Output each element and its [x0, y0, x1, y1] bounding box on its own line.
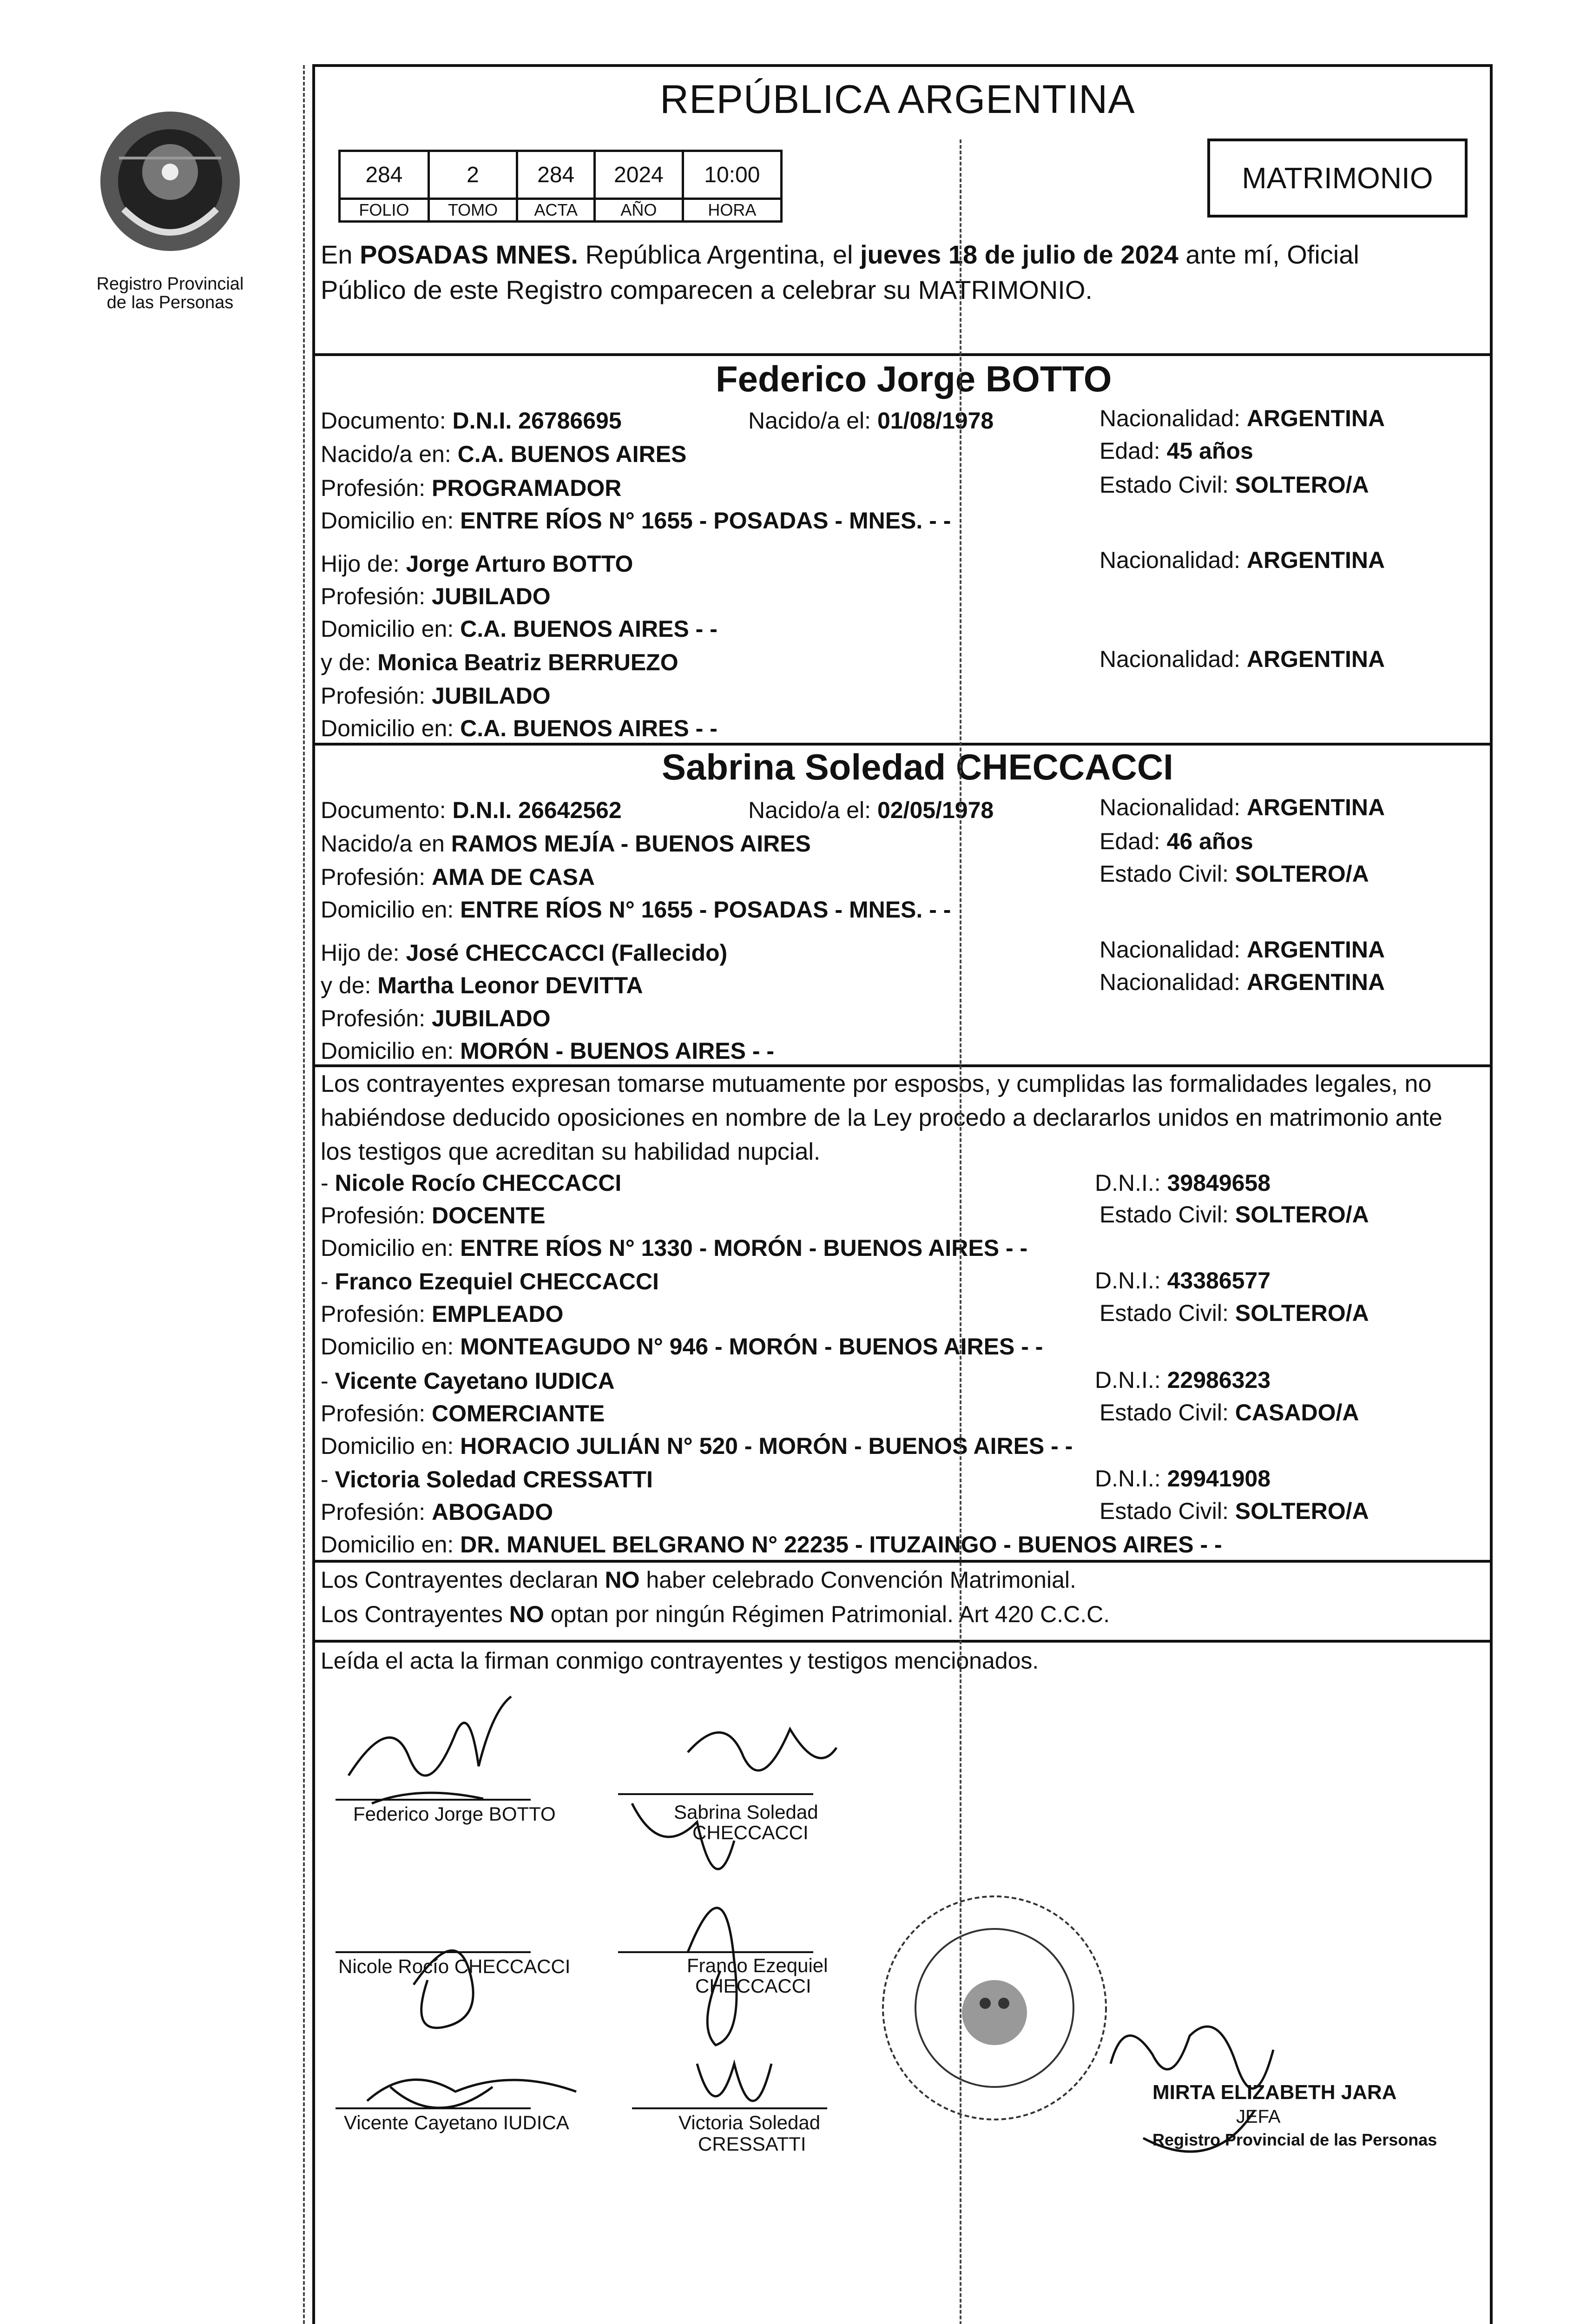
groom-civil: Estado Civil: SOLTERO/A: [1099, 472, 1369, 498]
closing-text: Leída el acta la firman conmigo contrayentes y testigos mencionados.: [321, 1648, 1039, 1674]
bride-mother: y de: Martha Leonor DEVITTA: [321, 972, 643, 998]
witness-1-address: Domicilio en: ENTRE RÍOS N° 1330 - MORÓN - BUENOS AIRES - -: [321, 1235, 1028, 1261]
witness-1-civil: Estado Civil: SOLTERO/A: [1099, 1202, 1369, 1228]
bride-birthplace: Nacido/a en RAMOS MEJÍA - BUENOS AIRES: [321, 831, 811, 857]
witness-2-dni: D.N.I.: 43386577: [1095, 1268, 1271, 1294]
declaration-text: Los contrayentes expresan tomarse mutuamente por esposos, y cumplidas las formalidades legales, no habiéndose deducido oposiciones en nombre de la Ley procedo a declararlos unidos en matrimonio ante los testigos que acreditan su habilidad nupcial.: [321, 1070, 1442, 1165]
bride-parents-address: Domicilio en: MORÓN - BUENOS AIRES - -: [321, 1038, 775, 1064]
sig-line-5: [336, 2107, 531, 2109]
official-title: JEFA: [1236, 2106, 1281, 2127]
bride-father-nat: Nacionalidad: ARGENTINA: [1099, 937, 1385, 963]
groom-nat: Nacionalidad: ARGENTINA: [1099, 405, 1385, 431]
record-table: [338, 150, 783, 223]
witness-3-name: - Vicente Cayetano IUDICA: [321, 1368, 615, 1394]
sig-label-bride-1: Sabrina Soledad: [674, 1801, 818, 1823]
groom-birthplace: Nacido/a en: C.A. BUENOS AIRES: [321, 441, 687, 467]
witness-3-address: Domicilio en: HORACIO JULIÁN N° 520 - MORÓN - BUENOS AIRES - -: [321, 1433, 1073, 1459]
act-type: MATRIMONIO: [1242, 161, 1433, 195]
hora-label: HORA: [683, 199, 781, 222]
logo-caption-2: de las Personas: [106, 293, 234, 312]
witness-1-prof: Profesión: DOCENTE: [321, 1202, 546, 1228]
groom-doc: Documento: D.N.I. 26786695: [321, 408, 622, 434]
sig-label-witness-4a: Victoria Soledad: [678, 2112, 821, 2133]
acta-value: 284: [517, 151, 595, 199]
sig-line-2: [618, 1793, 813, 1795]
witness-2-prof: Profesión: EMPLEADO: [321, 1301, 564, 1327]
bride-doc: Documento: D.N.I. 26642562: [321, 797, 622, 823]
groom-age: Edad: 45 años: [1099, 438, 1253, 464]
witness-4-civil: Estado Civil: SOLTERO/A: [1099, 1498, 1369, 1524]
groom-name: Federico Jorge BOTTO: [716, 358, 1112, 399]
folio-label: FOLIO: [340, 199, 429, 222]
left-margin-dashed-rule: [303, 65, 305, 2324]
official-block: [1152, 2081, 1437, 2149]
logo-caption-1: Registro Provincial: [96, 274, 244, 294]
divider-notes: [312, 1560, 1493, 1563]
center-dashed-rule: [960, 139, 961, 2324]
bride-civil: Estado Civil: SOLTERO/A: [1099, 861, 1369, 887]
witness-2-name: - Franco Ezequiel CHECCACCI: [321, 1268, 659, 1294]
official-name: MIRTA ELIZABETH JARA: [1152, 2081, 1397, 2104]
country-title: REPÚBLICA ARGENTINA: [660, 77, 1135, 122]
folio-value: 284: [340, 151, 429, 199]
act-type-box: [1207, 139, 1468, 218]
sig-label-witness-3: Vicente Cayetano IUDICA: [344, 2112, 569, 2133]
witness-2-civil: Estado Civil: SOLTERO/A: [1099, 1300, 1369, 1326]
witness-4-name: - Victoria Soledad CRESSATTI: [321, 1466, 653, 1492]
groom-mother-nat: Nacionalidad: ARGENTINA: [1099, 646, 1385, 672]
bride-born: Nacido/a el: 02/05/1978: [748, 797, 994, 823]
intro-line-1: En POSADAS MNES. República Argentina, el jueves 18 de julio de 2024 ante mí, Oficial: [321, 240, 1359, 269]
divider-closing: [312, 1640, 1493, 1643]
divider-bride: [312, 743, 1493, 746]
sig-line-6: [632, 2107, 827, 2109]
witness-4-dni: D.N.I.: 29941908: [1095, 1466, 1271, 1492]
anio-label: AÑO: [595, 199, 683, 222]
groom-mother: y de: Monica Beatriz BERRUEZO: [321, 649, 678, 675]
witness-3-dni: D.N.I.: 22986323: [1095, 1367, 1271, 1393]
bride-address: Domicilio en: ENTRE RÍOS N° 1655 - POSADAS - MNES. - -: [321, 897, 951, 923]
sig-line-4: [618, 1951, 813, 1953]
anio-value: 2024: [595, 151, 683, 199]
tomo-label: TOMO: [428, 199, 517, 222]
witness-1-name: - Nicole Rocío CHECCACCI: [321, 1170, 622, 1196]
groom-father: Hijo de: Jorge Arturo BOTTO: [321, 551, 633, 577]
sig-line-1: [336, 1799, 531, 1801]
hora-value: 10:00: [683, 151, 781, 199]
bride-father: Hijo de: José CHECCACCI (Fallecido): [321, 940, 728, 966]
sig-label-witness-1: Nicole Rocío CHECCACCI: [338, 1955, 571, 1977]
witness-3-civil: Estado Civil: CASADO/A: [1099, 1400, 1359, 1426]
groom-mother-prof: Profesión: JUBILADO: [321, 683, 551, 709]
divider-groom: [312, 353, 1493, 356]
bride-parents-prof: Profesión: JUBILADO: [321, 1005, 551, 1031]
groom-father-prof: Profesión: JUBILADO: [321, 583, 551, 609]
intro-line-2: Público de este Registro comparecen a celebrar su MATRIMONIO.: [321, 275, 1093, 304]
bride-name: Sabrina Soledad CHECCACCI: [662, 746, 1173, 787]
sig-label-bride-2: CHECCACCI: [692, 1822, 809, 1843]
bride-mother-nat: Nacionalidad: ARGENTINA: [1099, 969, 1385, 995]
groom-born: Nacido/a el: 01/08/1978: [748, 408, 994, 434]
sig-line-3: [336, 1951, 531, 1953]
tomo-value: 2: [428, 151, 517, 199]
sig-label-witness-2a: Franco Ezequiel: [687, 1954, 828, 1976]
witness-2-address: Domicilio en: MONTEAGUDO N° 946 - MORÓN - BUENOS AIRES - -: [321, 1334, 1043, 1360]
bride-age: Edad: 46 años: [1099, 828, 1253, 854]
groom-address: Domicilio en: ENTRE RÍOS N° 1655 - POSADAS - MNES. - -: [321, 508, 951, 534]
witness-1-dni: D.N.I.: 39849658: [1095, 1170, 1271, 1196]
witness-4-address: Domicilio en: DR. MANUEL BELGRANO N° 22235 - ITUZAINGO - BUENOS AIRES - -: [321, 1532, 1222, 1558]
official-stamp: [874, 1887, 1115, 2129]
groom-profession: Profesión: PROGRAMADOR: [321, 475, 622, 501]
witness-4-prof: Profesión: ABOGADO: [321, 1499, 553, 1525]
sig-label-groom: Federico Jorge BOTTO: [353, 1803, 556, 1825]
bride-nat: Nacionalidad: ARGENTINA: [1099, 794, 1385, 820]
official-office: Registro Provincial de las Personas: [1152, 2130, 1437, 2149]
note-regime: Los Contrayentes NO optan por ningún Régimen Patrimonial. Art 420 C.C.C.: [321, 1601, 1110, 1627]
groom-father-address: Domicilio en: C.A. BUENOS AIRES - -: [321, 616, 718, 642]
witness-3-prof: Profesión: COMERCIANTE: [321, 1400, 605, 1426]
witness-list: [321, 1171, 1482, 1562]
signature-scribbles: [316, 1683, 920, 2157]
groom-mother-address: Domicilio en: C.A. BUENOS AIRES - -: [321, 715, 718, 741]
sig-label-witness-4b: CRESSATTI: [698, 2133, 806, 2155]
groom-father-nat: Nacionalidad: ARGENTINA: [1099, 547, 1385, 573]
acta-label: ACTA: [517, 199, 595, 222]
registry-round-stamp-icon: [874, 1887, 1115, 2129]
registry-logo: [91, 102, 249, 312]
bride-profession: Profesión: AMA DE CASA: [321, 864, 595, 890]
note-convention: Los Contrayentes declaran NO haber celebrado Convención Matrimonial.: [321, 1567, 1076, 1593]
misiones-seal-icon: [91, 102, 249, 270]
sig-label-witness-2b: CHECCACCI: [695, 1975, 811, 1997]
